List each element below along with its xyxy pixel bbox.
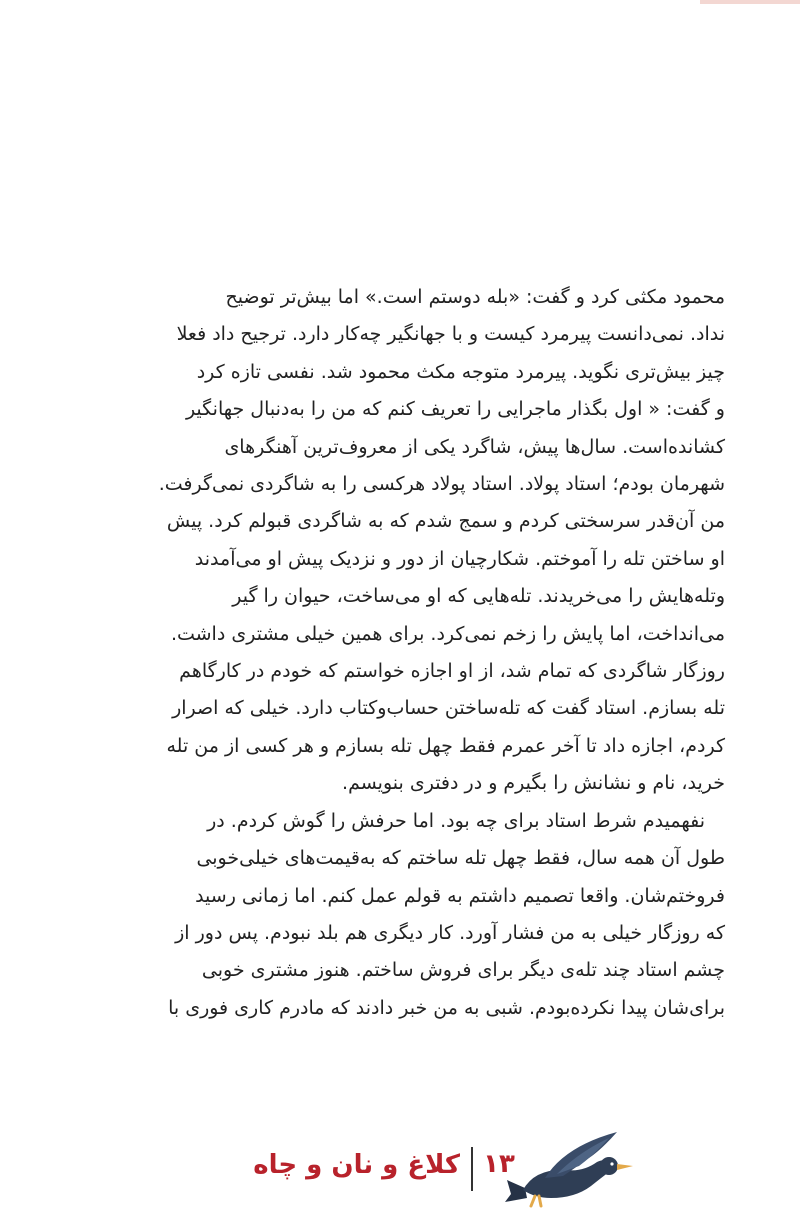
text-line: محمود مکثی کرد و گفت: «بله دوستم است.» اما بیش‌تر توضیح (225, 286, 725, 308)
text-line: شهرمان بودم؛ استاد پولاد. استاد پولاد هرکسی را به شاگردی نمی‌گرفت. (158, 473, 725, 496)
text-line: او ساختن تله را آموختم. شکارچیان از دور و نزدیک پیش او می‌آمدند (194, 547, 725, 570)
paragraph-1 (160, 279, 725, 803)
footer-divider (471, 1147, 473, 1191)
text-line: چیز بیش‌تری نگوید. پیرمرد متوجه مکث محمود شد. نفسی تازه کرد (196, 360, 725, 383)
text-line: نداد. نمی‌دانست پیرمرد کیست و با جهانگیر چه‌کار دارد. ترجیح داد فعلا (176, 323, 725, 346)
text-line: وتله‌هایش را می‌خریدند. تله‌هایی که او می‌ساخت، حیوان را گیر (232, 585, 725, 608)
book-title: کلاغ و نان و چاه (253, 1150, 460, 1180)
text-line: کردم، اجازه داد تا آخر عمرم فقط چهل تله بسازم و هر کسی از من تله (166, 734, 725, 757)
page-body-text (160, 279, 725, 1027)
text-line: نفهمیدم شرط استاد برای چه بود. اما حرفش را گوش کردم. در (207, 809, 705, 832)
text-line: طول آن همه سال، فقط چهل تله ساختم که به‌قیمت‌های خیلی‌خوبی (196, 847, 725, 870)
text-line: چشم استاد چند تله‌ی دیگر برای فروش ساختم. هنوز مشتری خوبی (201, 959, 725, 982)
paragraph-2 (160, 803, 725, 1027)
crow-icon (505, 1128, 635, 1208)
text-line: می‌انداخت، اما پایش را زخم نمی‌کرد. برای همین خیلی مشتری داشت. (170, 622, 725, 645)
text-line: خرید، نام و نشانش را بگیرم و در دفتری بنویسم. (342, 772, 725, 795)
corner-color-mark (700, 0, 800, 4)
text-line: فروختم‌شان. واقعا تصمیم داشتم به قولم عمل کنم. اما زمانی رسید (195, 884, 725, 907)
text-line: که روزگار خیلی به من فشار آورد. کار دیگری هم بلد نبودم. پس دور از (175, 921, 725, 944)
text-line: من آن‌قدر سرسختی کردم و سمج شدم که به شاگردی قبولم کرد. پیش (166, 510, 725, 533)
text-line: کشانده‌است. سال‌ها پیش، شاگرد یکی از معروف‌ترین آهنگرهای (224, 435, 725, 458)
text-line: و گفت: « اول بگذار ماجرایی را تعریف کنم که من را به‌دنبال جهانگیر (185, 398, 725, 421)
text-line: برای‌شان پیدا نکرده‌بودم. شبی به من خبر دادند که مادرم کاری فوری با (168, 996, 725, 1019)
text-line: تله بسازم. استاد گفت که تله‌ساختن حساب‌وکتاب دارد. خیلی که اصرار (172, 697, 725, 720)
page-number: ۱۳ (483, 1149, 515, 1179)
text-line: روزگار شاگردی که تمام شد، از او اجازه خواستم که خودم در کارگاهم (179, 660, 725, 683)
